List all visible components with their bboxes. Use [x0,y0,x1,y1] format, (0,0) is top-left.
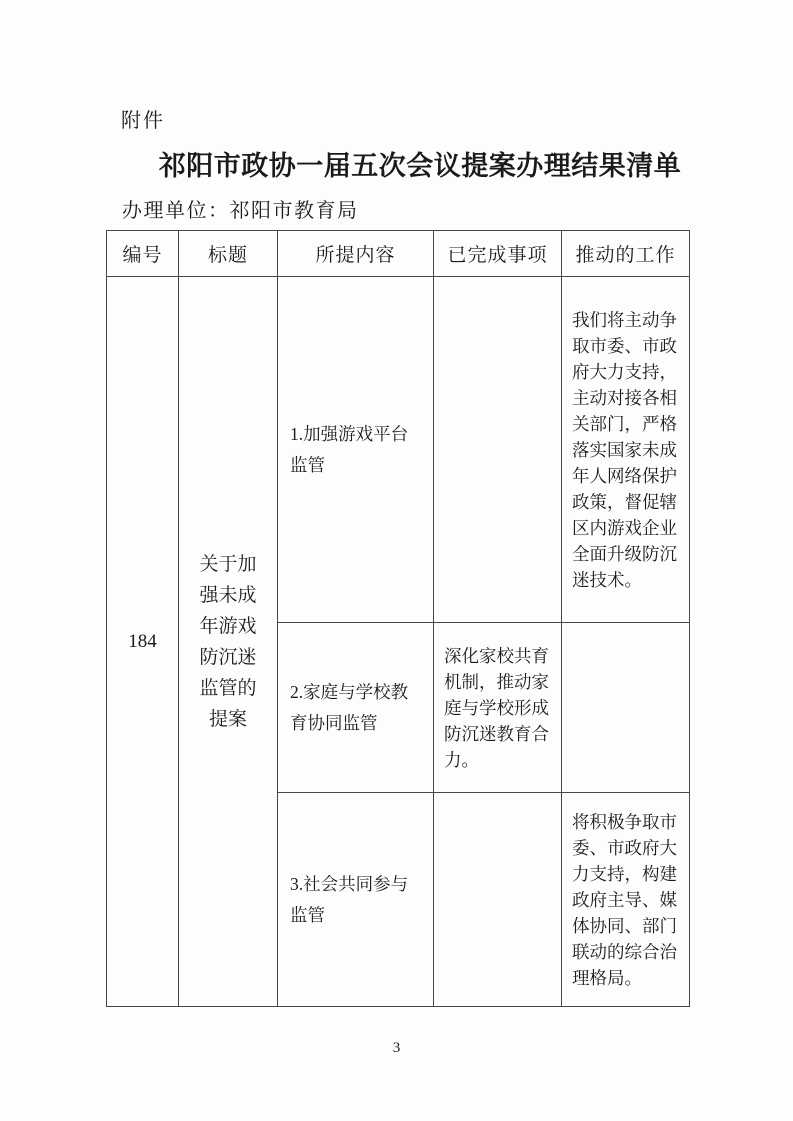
work-cell-item-3: 将积极争取市委、市政府大力支持，构建政府主导、媒体协同、部门联动的综合治理格局。 [562,793,690,1007]
proposal-result-table [106,230,690,1007]
handling-unit-label: 办理单位： [122,200,230,222]
table-row-item-1 [107,277,690,623]
content-cell-item-1: 1.加强游戏平台监管 [278,277,434,623]
completed-cell-item-3 [434,793,562,1007]
table-header-row [107,231,690,277]
column-header-title: 标题 [179,231,278,277]
column-header-work: 推动的工作 [562,231,690,277]
content-cell-item-3: 3.社会共同参与监管 [278,793,434,1007]
content-cell-item-2: 2.家庭与学校教育协同监管 [278,623,434,793]
completed-cell-item-2: 深化家校共育机制，推动家庭与学校形成防沉迷教育合力。 [434,623,562,793]
work-cell-item-2 [562,623,690,793]
completed-cell-item-1 [434,277,562,623]
column-header-completed: 已完成事项 [434,231,562,277]
column-header-content: 所提内容 [278,231,434,277]
column-header-id: 编号 [107,231,179,277]
handling-unit-value: 祁阳市教育局 [229,200,359,222]
handling-unit-line [122,194,359,223]
attachment-label: 附件 [121,110,165,132]
document-title: 祁阳市政协一届五次会议提案办理结果清单 [158,151,682,181]
proposal-title-cell: 关于加强未成年游戏防沉迷监管的提案 [179,277,278,1007]
work-cell-item-1: 我们将主动争取市委、市政府大力支持，主动对接各相关部门，严格落实国家未成年人网络保护政策，督促辖区内游戏企业全面升级防沉迷技术。 [562,277,690,623]
proposal-id-cell: 184 [107,277,179,1007]
page-number: 3 [392,1040,401,1056]
